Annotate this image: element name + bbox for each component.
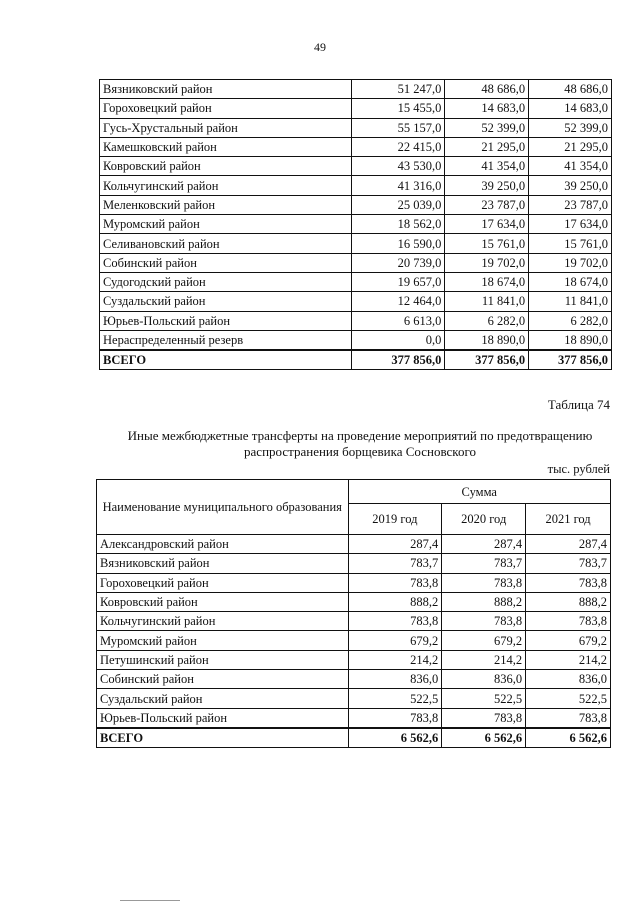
value-2020: 783,8 (442, 708, 526, 728)
value-2021: 15 761,0 (529, 234, 612, 253)
value-2020: 783,7 (442, 554, 526, 573)
value-2019: 25 039,0 (351, 195, 445, 214)
total-label: ВСЕГО (100, 350, 352, 370)
table-row (100, 272, 612, 291)
value-2020: 679,2 (442, 631, 526, 650)
table-district-amounts (99, 79, 612, 370)
district-name: Вязниковский район (100, 80, 352, 99)
district-name: Суздальский район (97, 689, 349, 708)
district-name: Ковровский район (97, 592, 349, 611)
value-2020: 214,2 (442, 650, 526, 669)
value-2021: 679,2 (526, 631, 611, 650)
value-2021: 14 683,0 (529, 99, 612, 118)
value-2020: 836,0 (442, 670, 526, 689)
table-row (97, 670, 611, 689)
table-title (0, 428, 640, 460)
value-2019: 12 464,0 (351, 292, 445, 311)
value-2021: 783,7 (526, 554, 611, 573)
table-row (100, 253, 612, 272)
value-2021: 23 787,0 (529, 195, 612, 214)
value-2019: 522,5 (348, 689, 442, 708)
district-name: Муромский район (100, 215, 352, 234)
value-2021: 888,2 (526, 592, 611, 611)
table-row (100, 215, 612, 234)
value-2021: 52 399,0 (529, 118, 612, 137)
header-year-2021: 2021 год (526, 504, 611, 535)
value-2019: 15 455,0 (351, 99, 445, 118)
value-2019: 16 590,0 (351, 234, 445, 253)
header-year-2019: 2019 год (348, 504, 442, 535)
value-2021: 17 634,0 (529, 215, 612, 234)
value-2021: 783,8 (526, 612, 611, 631)
page-number: 49 (314, 40, 326, 54)
district-name: Собинский район (97, 670, 349, 689)
total-2020: 377 856,0 (445, 350, 529, 370)
district-name: Суздальский район (100, 292, 352, 311)
value-2020: 18 674,0 (445, 272, 529, 291)
value-2021: 18 890,0 (529, 330, 612, 350)
value-2020: 41 354,0 (445, 157, 529, 176)
district-name: Кольчугинский район (100, 176, 352, 195)
value-2019: 55 157,0 (351, 118, 445, 137)
value-2019: 679,2 (348, 631, 442, 650)
district-name: Камешковский район (100, 137, 352, 156)
value-2019: 783,8 (348, 708, 442, 728)
district-name: Меленковский район (100, 195, 352, 214)
value-2020: 14 683,0 (445, 99, 529, 118)
value-2021: 21 295,0 (529, 137, 612, 156)
value-2021: 783,8 (526, 573, 611, 592)
total-2021: 377 856,0 (529, 350, 612, 370)
value-2020: 39 250,0 (445, 176, 529, 195)
table-row (97, 650, 611, 669)
district-name: Вязниковский район (97, 554, 349, 573)
header-year-2020: 2020 год (442, 504, 526, 535)
district-name: Судогодский район (100, 272, 352, 291)
value-2019: 287,4 (348, 535, 442, 554)
value-2019: 783,8 (348, 573, 442, 592)
value-2020: 6 282,0 (445, 311, 529, 330)
header-municipality: Наименование муниципального образования (97, 480, 349, 535)
district-name: Александровский район (97, 535, 349, 554)
table-row (97, 554, 611, 573)
table-row (97, 631, 611, 650)
value-2021: 19 702,0 (529, 253, 612, 272)
table-row (100, 137, 612, 156)
value-2020: 23 787,0 (445, 195, 529, 214)
value-2019: 783,7 (348, 554, 442, 573)
value-2021: 41 354,0 (529, 157, 612, 176)
footer-dash (120, 900, 180, 901)
units-label: тыс. рублей (547, 462, 610, 476)
value-2019: 783,8 (348, 612, 442, 631)
value-2020: 888,2 (442, 592, 526, 611)
value-2020: 783,8 (442, 573, 526, 592)
value-2020: 287,4 (442, 535, 526, 554)
total-row (100, 350, 612, 370)
total-2019: 6 562,6 (348, 728, 442, 748)
district-name: Гороховецкий район (97, 573, 349, 592)
district-name: Гусь-Хрустальный район (100, 118, 352, 137)
value-2021: 6 282,0 (529, 311, 612, 330)
value-2020: 17 634,0 (445, 215, 529, 234)
value-2019: 214,2 (348, 650, 442, 669)
table-row (100, 195, 612, 214)
header-sum: Сумма (348, 480, 611, 504)
table-row (97, 689, 611, 708)
value-2019: 43 530,0 (351, 157, 445, 176)
table-row (100, 292, 612, 311)
value-2019: 18 562,0 (351, 215, 445, 234)
total-label: ВСЕГО (97, 728, 349, 748)
value-2020: 783,8 (442, 612, 526, 631)
table-row (100, 330, 612, 350)
value-2021: 18 674,0 (529, 272, 612, 291)
value-2019: 836,0 (348, 670, 442, 689)
district-name: Гороховецкий район (100, 99, 352, 118)
total-2020: 6 562,6 (442, 728, 526, 748)
total-2021: 6 562,6 (526, 728, 611, 748)
table-row (100, 80, 612, 99)
value-2021: 836,0 (526, 670, 611, 689)
value-2021: 287,4 (526, 535, 611, 554)
table-row (97, 573, 611, 592)
table-row (97, 612, 611, 631)
table-row (100, 118, 612, 137)
value-2021: 48 686,0 (529, 80, 612, 99)
district-name: Юрьев-Польский район (100, 311, 352, 330)
value-2019: 888,2 (348, 592, 442, 611)
value-2021: 11 841,0 (529, 292, 612, 311)
district-name: Нераспределенный резерв (100, 330, 352, 350)
value-2020: 48 686,0 (445, 80, 529, 99)
table-row (97, 535, 611, 554)
value-2019: 41 316,0 (351, 176, 445, 195)
district-name: Ковровский район (100, 157, 352, 176)
value-2020: 52 399,0 (445, 118, 529, 137)
total-row (97, 728, 611, 748)
value-2019: 51 247,0 (351, 80, 445, 99)
table-row (100, 99, 612, 118)
value-2020: 522,5 (442, 689, 526, 708)
table-row (100, 157, 612, 176)
table-row (100, 176, 612, 195)
value-2019: 6 613,0 (351, 311, 445, 330)
table-hogweed-transfers (96, 479, 611, 748)
value-2021: 522,5 (526, 689, 611, 708)
table-title-line-1: Иные межбюджетные трансферты на проведение мероприятий по предотвращению (127, 428, 593, 443)
table-number: Таблица 74 (547, 397, 610, 412)
table-row (100, 234, 612, 253)
total-2019: 377 856,0 (351, 350, 445, 370)
value-2019: 22 415,0 (351, 137, 445, 156)
value-2019: 19 657,0 (351, 272, 445, 291)
district-name: Петушинский район (97, 650, 349, 669)
value-2019: 0,0 (351, 330, 445, 350)
district-name: Селивановский район (100, 234, 352, 253)
table-row (97, 708, 611, 728)
value-2021: 39 250,0 (529, 176, 612, 195)
district-name: Муромский район (97, 631, 349, 650)
district-name: Собинский район (100, 253, 352, 272)
value-2020: 21 295,0 (445, 137, 529, 156)
value-2021: 783,8 (526, 708, 611, 728)
value-2019: 20 739,0 (351, 253, 445, 272)
value-2020: 18 890,0 (445, 330, 529, 350)
table-row (100, 311, 612, 330)
district-name: Кольчугинский район (97, 612, 349, 631)
value-2021: 214,2 (526, 650, 611, 669)
table-title-line-2: распространения борщевика Сосновского (244, 444, 476, 459)
value-2020: 11 841,0 (445, 292, 529, 311)
district-name: Юрьев-Польский район (97, 708, 349, 728)
value-2020: 15 761,0 (445, 234, 529, 253)
value-2020: 19 702,0 (445, 253, 529, 272)
table-row (97, 592, 611, 611)
